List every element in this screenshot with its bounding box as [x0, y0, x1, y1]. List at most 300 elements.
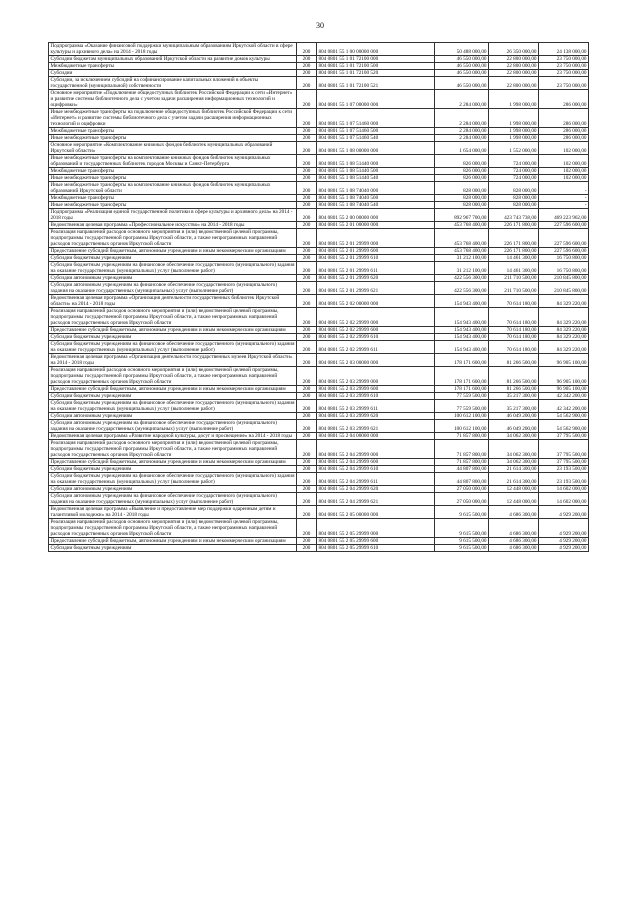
table-row — [49, 56, 589, 63]
table-row — [49, 175, 589, 182]
section-code-cell: 200 — [297, 466, 317, 473]
table-row — [49, 70, 589, 77]
section-code-cell: 200 — [297, 128, 317, 135]
section-code-cell: 200 — [297, 486, 317, 493]
amount-year1-cell: 70 614 180,00 — [489, 308, 539, 327]
table-row — [49, 493, 589, 506]
item-name-cell: Субсидии автономным учреждениям — [49, 413, 297, 420]
section-code-cell: 200 — [297, 282, 317, 295]
item-name-cell: Субсидии бюджетным учреждениям — [49, 393, 297, 400]
table-row — [49, 334, 589, 341]
amount-total-cell: 453 768 400,00 — [435, 222, 489, 229]
table-row — [49, 420, 589, 433]
classification-code-cell: 804 0801 55 2 03 29999 600 — [317, 386, 435, 393]
amount-total-cell: 828 000,00 — [435, 195, 489, 202]
item-name-cell: Подпрограмма «Оказание финансовой поддержки муниципальным образованиям Иркутской области в сфере культуры и архивного дела» на 2014 - 2018 годы — [49, 43, 297, 56]
classification-code-cell: 804 0801 55 1 01 72100 520 — [317, 70, 435, 77]
classification-code-cell: 804 0801 55 1 01 72100 500 — [317, 63, 435, 70]
amount-year2-cell: 23 750 000,00 — [539, 63, 589, 70]
amount-year2-cell: 210 845 800,00 — [539, 275, 589, 282]
amount-total-cell: 77 559 500,00 — [435, 393, 489, 400]
table-row — [49, 128, 589, 135]
amount-year2-cell: 54 562 900,00 — [539, 420, 589, 433]
section-code-cell: 200 — [297, 135, 317, 142]
amount-year1-cell: 70 614 180,00 — [489, 327, 539, 334]
amount-year1-cell: 4 686 300,00 — [489, 519, 539, 538]
amount-year1-cell: 724 000,00 — [489, 175, 539, 182]
amount-year1-cell: 828 000,00 — [489, 202, 539, 209]
amount-year1-cell: 35 217 300,00 — [489, 400, 539, 413]
table-row — [49, 135, 589, 142]
item-name-cell: Предоставление субсидий бюджетным, автономным учреждениям и иным некоммерческим организациям — [49, 538, 297, 545]
table-row — [49, 466, 589, 473]
amount-year2-cell: 84 329 220,00 — [539, 308, 589, 327]
classification-code-cell: 804 0801 55 2 01 29999 000 — [317, 229, 435, 248]
amount-year1-cell: 1 998 000,00 — [489, 128, 539, 135]
section-code-cell: 200 — [297, 327, 317, 334]
classification-code-cell: 804 0801 55 2 02 00000 000 — [317, 295, 435, 308]
section-code-cell: 200 — [297, 202, 317, 209]
section-code-cell: 200 — [297, 155, 317, 168]
amount-year1-cell: 21 614 300,00 — [489, 473, 539, 486]
amount-year1-cell: 14 461 300,00 — [489, 255, 539, 262]
item-name-cell: Реализация направлений расходов основного мероприятия и (или) ведомственной целевой программы, подпрограммы государственной программы Иркутской области, а также непрограммных направлений расходов государственных органов Иркутской области — [49, 519, 297, 538]
amount-total-cell: 1 654 000,00 — [435, 142, 489, 155]
section-code-cell: 200 — [297, 354, 317, 367]
section-code-cell: 200 — [297, 459, 317, 466]
amount-year1-cell: 226 171 800,00 — [489, 229, 539, 248]
classification-code-cell: 804 0801 55 1 07 51460 000 — [317, 109, 435, 128]
amount-year2-cell: - — [539, 182, 589, 195]
item-name-cell: Иные межбюджетные трансферты на подключение общедоступных библиотек Российской Федерации к сети «Интернет» и развитие системы библиотечного дела с учетом задачи расширения информационных технологий и оцифровки — [49, 109, 297, 128]
amount-year2-cell: 96 905 100,00 — [539, 354, 589, 367]
amount-year1-cell: 46 049 200,00 — [489, 413, 539, 420]
amount-year1-cell: 21 614 300,00 — [489, 466, 539, 473]
amount-total-cell: 154 943 400,00 — [435, 295, 489, 308]
amount-year2-cell: - — [539, 195, 589, 202]
classification-code-cell: 804 0801 55 2 03 29999 000 — [317, 367, 435, 386]
amount-year1-cell: 1 998 000,00 — [489, 135, 539, 142]
amount-year2-cell: 4 929 200,00 — [539, 519, 589, 538]
item-name-cell: Субсидии автономным учреждениям — [49, 486, 297, 493]
amount-year1-cell: 34 062 300,00 — [489, 433, 539, 440]
amount-year2-cell: 23 193 500,00 — [539, 466, 589, 473]
table-row — [49, 473, 589, 486]
amount-total-cell: 422 556 300,00 — [435, 275, 489, 282]
item-name-cell: Предоставление субсидий бюджетным, автономным учреждениям и иным некоммерческим организациям — [49, 248, 297, 255]
amount-total-cell: 154 943 400,00 — [435, 308, 489, 327]
amount-total-cell: 27 050 000,00 — [435, 486, 489, 493]
classification-code-cell: 804 0801 55 1 08 74040 000 — [317, 182, 435, 195]
amount-year2-cell: 84 329 220,00 — [539, 334, 589, 341]
classification-code-cell: 804 0801 55 2 04 29999 611 — [317, 473, 435, 486]
amount-total-cell: 826 000,00 — [435, 168, 489, 175]
amount-total-cell: 100 612 100,00 — [435, 420, 489, 433]
section-code-cell: 200 — [297, 386, 317, 393]
item-name-cell: Межбюджетные трансферты — [49, 195, 297, 202]
amount-year2-cell: 16 750 800,00 — [539, 255, 589, 262]
item-name-cell: Иные межбюджетные трансферты на комплектование книжных фондов библиотек муниципальных образований Иркутской области — [49, 182, 297, 195]
classification-code-cell: 804 0801 55 1 07 51460 500 — [317, 128, 435, 135]
amount-total-cell: 9 615 500,00 — [435, 506, 489, 519]
classification-code-cell: 804 0801 55 2 03 29999 611 — [317, 400, 435, 413]
section-code-cell: 200 — [297, 295, 317, 308]
classification-code-cell: 804 0801 55 2 05 29999 610 — [317, 545, 435, 552]
amount-total-cell: 178 171 600,00 — [435, 367, 489, 386]
item-name-cell: Субсидии бюджетным учреждениям — [49, 255, 297, 262]
amount-year1-cell: 12 448 000,00 — [489, 493, 539, 506]
amount-year2-cell: 469 223 962,00 — [539, 209, 589, 222]
amount-year1-cell: 34 062 300,00 — [489, 440, 539, 459]
amount-total-cell: 31 212 100,00 — [435, 255, 489, 262]
item-name-cell: Субсидии бюджетным учреждениям — [49, 466, 297, 473]
table-row — [49, 255, 589, 262]
classification-code-cell: 804 0801 55 2 03 29999 620 — [317, 413, 435, 420]
amount-total-cell: 50 488 000,00 — [435, 43, 489, 56]
amount-total-cell: 453 768 400,00 — [435, 229, 489, 248]
amount-year1-cell: 22 800 000,00 — [489, 70, 539, 77]
section-code-cell: 200 — [297, 229, 317, 248]
amount-total-cell: 422 556 300,00 — [435, 282, 489, 295]
classification-code-cell: 804 0801 55 1 08 74040 500 — [317, 195, 435, 202]
amount-total-cell: 71 857 800,00 — [435, 433, 489, 440]
amount-year1-cell: 226 171 800,00 — [489, 222, 539, 229]
item-name-cell: Реализация направлений расходов основного мероприятия и (или) ведомственной целевой программы, подпрограммы государственной программы Иркутской области, а также непрограммных направлений расходов государственных органов Иркутской области — [49, 440, 297, 459]
amount-year2-cell: 286 000,00 — [539, 109, 589, 128]
amount-year2-cell: 227 596 600,00 — [539, 229, 589, 248]
classification-code-cell: 804 0801 55 2 01 00000 000 — [317, 222, 435, 229]
item-name-cell: Реализация направлений расходов основного мероприятия и (или) ведомственной целевой программы, подпрограммы государственной программы Иркутской области, а также непрограммных направлений расходов государственных органов Иркутской области — [49, 308, 297, 327]
table-row — [49, 282, 589, 295]
amount-year2-cell: 227 596 600,00 — [539, 222, 589, 229]
section-code-cell: 200 — [297, 440, 317, 459]
amount-year2-cell: 210 845 800,00 — [539, 282, 589, 295]
table-row — [49, 209, 589, 222]
table-row — [49, 519, 589, 538]
section-code-cell: 200 — [297, 393, 317, 400]
classification-code-cell: 804 0801 55 2 04 29999 621 — [317, 493, 435, 506]
amount-total-cell: 31 212 100,00 — [435, 262, 489, 275]
amount-year1-cell: 22 800 000,00 — [489, 56, 539, 63]
section-code-cell: 200 — [297, 109, 317, 128]
amount-year2-cell: 23 750 000,00 — [539, 77, 589, 90]
item-name-cell: Ведомственная целевая программа «Выявление и предоставление мер поддержки одаренным детям и талантливой молодежи» на 2014 - 2018 годы — [49, 506, 297, 519]
table-row — [49, 341, 589, 354]
amount-year2-cell: 37 795 500,00 — [539, 459, 589, 466]
amount-year1-cell: 828 000,00 — [489, 195, 539, 202]
item-name-cell: Субсидии бюджетным учреждениям — [49, 545, 297, 552]
amount-total-cell: 828 000,00 — [435, 202, 489, 209]
item-name-cell: Субсидии бюджетным учреждениям на финансовое обеспечение государственного (муниципального) задания на оказание государственных (муниципальных) услуг (выполнение работ) — [49, 341, 297, 354]
amount-total-cell: 9 615 500,00 — [435, 519, 489, 538]
amount-year2-cell: 96 905 100,00 — [539, 386, 589, 393]
section-code-cell: 200 — [297, 493, 317, 506]
section-code-cell: 200 — [297, 538, 317, 545]
table-row — [49, 367, 589, 386]
section-code-cell: 200 — [297, 334, 317, 341]
amount-total-cell: 2 284 000,00 — [435, 109, 489, 128]
amount-year2-cell: 286 000,00 — [539, 128, 589, 135]
amount-year2-cell: 4 929 200,00 — [539, 506, 589, 519]
item-name-cell: Субсидии, за исключением субсидий на софинансирование капитальных вложений в объекты государственной (муниципальной) собственности — [49, 77, 297, 90]
amount-year2-cell: 4 929 200,00 — [539, 538, 589, 545]
amount-year1-cell: 12 448 000,00 — [489, 486, 539, 493]
amount-year1-cell: 4 686 300,00 — [489, 506, 539, 519]
classification-code-cell: 804 0801 55 2 00 00000 000 — [317, 209, 435, 222]
amount-year1-cell: 724 000,00 — [489, 155, 539, 168]
amount-total-cell: 46 550 000,00 — [435, 70, 489, 77]
table-row — [49, 77, 589, 90]
classification-code-cell: 804 0801 55 2 02 29999 611 — [317, 341, 435, 354]
amount-year1-cell: 211 710 500,00 — [489, 275, 539, 282]
item-name-cell: Основное мероприятие «Подключение общедоступных библиотек Российской Федерации к сети «Интернет» и развитие системы библиотечного дела с учетом задачи расширения информационных технологий и оцифровки» — [49, 90, 297, 109]
amount-total-cell: 2 284 000,00 — [435, 135, 489, 142]
table-row — [49, 90, 589, 109]
section-code-cell: 200 — [297, 433, 317, 440]
table-row — [49, 486, 589, 493]
table-row — [49, 459, 589, 466]
amount-year2-cell: 42 342 200,00 — [539, 393, 589, 400]
table-row — [49, 386, 589, 393]
item-name-cell: Межбюджетные трансферты — [49, 168, 297, 175]
amount-year2-cell: 96 905 100,00 — [539, 367, 589, 386]
amount-year1-cell: 423 743 738,00 — [489, 209, 539, 222]
amount-year1-cell: 34 062 300,00 — [489, 459, 539, 466]
amount-year2-cell: 23 750 000,00 — [539, 56, 589, 63]
amount-year1-cell: 4 686 300,00 — [489, 545, 539, 552]
classification-code-cell: 804 0801 55 2 05 00000 000 — [317, 506, 435, 519]
table-row — [49, 63, 589, 70]
table-row — [49, 354, 589, 367]
item-name-cell: Ведомственная целевая программа «Профессиональное искусство» на 2014 - 2018 годы — [49, 222, 297, 229]
section-code-cell: 200 — [297, 248, 317, 255]
section-code-cell: 200 — [297, 545, 317, 552]
section-code-cell: 200 — [297, 175, 317, 182]
amount-total-cell: 178 171 600,00 — [435, 354, 489, 367]
amount-year2-cell: 102 000,00 — [539, 142, 589, 155]
amount-total-cell: 2 284 000,00 — [435, 90, 489, 109]
amount-year2-cell: 54 562 900,00 — [539, 413, 589, 420]
amount-total-cell: 46 550 000,00 — [435, 77, 489, 90]
table-row — [49, 393, 589, 400]
table-row — [49, 43, 589, 56]
table-row — [49, 433, 589, 440]
table-row — [49, 202, 589, 209]
amount-total-cell: 71 857 800,00 — [435, 459, 489, 466]
amount-total-cell: 44 807 800,00 — [435, 466, 489, 473]
amount-total-cell: 100 612 100,00 — [435, 413, 489, 420]
classification-code-cell: 804 0801 55 1 07 00000 000 — [317, 90, 435, 109]
amount-total-cell: 27 050 000,00 — [435, 493, 489, 506]
amount-year1-cell: 81 266 500,00 — [489, 367, 539, 386]
item-name-cell: Реализация направлений расходов основного мероприятия и (или) ведомственной целевой программы, подпрограммы государственной программы Иркутской области, а также непрограммных направлений расходов государственных органов Иркутской области — [49, 229, 297, 248]
amount-total-cell: 453 768 400,00 — [435, 248, 489, 255]
classification-code-cell: 804 0801 55 2 03 29999 610 — [317, 393, 435, 400]
item-name-cell: Ведомственная целевая программа «Организация деятельности государственных библиотек Иркутской области» на 2014 - 2018 годы — [49, 295, 297, 308]
section-code-cell: 200 — [297, 195, 317, 202]
section-code-cell: 200 — [297, 56, 317, 63]
amount-year1-cell: 828 000,00 — [489, 182, 539, 195]
table-row — [49, 545, 589, 552]
classification-code-cell: 804 0801 55 2 05 29999 000 — [317, 519, 435, 538]
page-number: 30 — [316, 21, 324, 30]
section-code-cell: 200 — [297, 275, 317, 282]
amount-year2-cell: 16 750 800,00 — [539, 262, 589, 275]
classification-code-cell: 804 0801 55 1 01 72100 521 — [317, 77, 435, 90]
amount-year2-cell: 37 795 500,00 — [539, 433, 589, 440]
item-name-cell: Предоставление субсидий бюджетным, автономным учреждениям и иным некоммерческим организациям — [49, 459, 297, 466]
table-row — [49, 155, 589, 168]
classification-code-cell: 804 0801 55 1 08 74040 540 — [317, 202, 435, 209]
table-row — [49, 295, 589, 308]
classification-code-cell: 804 0801 55 2 01 29999 621 — [317, 282, 435, 295]
amount-year2-cell: 102 000,00 — [539, 175, 589, 182]
amount-total-cell: 826 000,00 — [435, 175, 489, 182]
amount-year2-cell: - — [539, 202, 589, 209]
section-code-cell: 200 — [297, 222, 317, 229]
classification-code-cell: 804 0801 55 2 04 29999 600 — [317, 459, 435, 466]
classification-code-cell: 804 0801 55 2 02 29999 600 — [317, 327, 435, 334]
item-name-cell: Иные межбюджетные трансферты — [49, 175, 297, 182]
section-code-cell: 200 — [297, 400, 317, 413]
section-code-cell: 200 — [297, 519, 317, 538]
amount-total-cell: 826 000,00 — [435, 155, 489, 168]
section-code-cell: 200 — [297, 90, 317, 109]
classification-code-cell: 804 0801 55 2 05 29999 600 — [317, 538, 435, 545]
amount-year2-cell: 24 138 000,00 — [539, 43, 589, 56]
amount-total-cell: 9 615 500,00 — [435, 545, 489, 552]
table-row — [49, 275, 589, 282]
table-row — [49, 506, 589, 519]
section-code-cell: 200 — [297, 70, 317, 77]
amount-total-cell: 46 550 000,00 — [435, 56, 489, 63]
section-code-cell: 200 — [297, 420, 317, 433]
amount-year2-cell: 102 000,00 — [539, 155, 589, 168]
amount-total-cell: 892 967 700,00 — [435, 209, 489, 222]
amount-year2-cell: 14 602 000,00 — [539, 486, 589, 493]
table-row — [49, 327, 589, 334]
table-row — [49, 308, 589, 327]
item-name-cell: Ведомственная целевая программа «Развитие народной культуры, досуг и просвещение» на 2014 - 2018 годы — [49, 433, 297, 440]
amount-year2-cell: 4 929 200,00 — [539, 545, 589, 552]
section-code-cell: 200 — [297, 367, 317, 386]
amount-year1-cell: 1 998 000,00 — [489, 90, 539, 109]
classification-code-cell: 804 0801 55 1 08 51440 500 — [317, 168, 435, 175]
table-row — [49, 538, 589, 545]
item-name-cell: Субсидии бюджетным учреждениям — [49, 334, 297, 341]
classification-code-cell: 804 0801 55 2 01 29999 600 — [317, 248, 435, 255]
budget-table — [48, 42, 589, 552]
item-name-cell: Субсидии автономным учреждениям на финансовое обеспечение государственного (муниципального) задания на оказание государственных (муниципальных) услуг (выполнение работ) — [49, 420, 297, 433]
amount-year2-cell: 286 000,00 — [539, 135, 589, 142]
item-name-cell: Предоставление субсидий бюджетным, автономным учреждениям и иным некоммерческим организациям — [49, 386, 297, 393]
item-name-cell: Субсидии бюджетным учреждениям на финансовое обеспечение государственного (муниципального) задания на оказание государственных (муниципальных) услуг (выполнение работ) — [49, 473, 297, 486]
amount-total-cell: 154 943 400,00 — [435, 341, 489, 354]
item-name-cell: Ведомственная целевая программа «Организация деятельности государственных музеев Иркутской области» на 2014 - 2018 годы — [49, 354, 297, 367]
section-code-cell: 200 — [297, 341, 317, 354]
amount-total-cell: 77 559 500,00 — [435, 400, 489, 413]
classification-code-cell: 804 0801 55 1 07 51460 540 — [317, 135, 435, 142]
classification-code-cell: 804 0801 55 2 01 29999 611 — [317, 262, 435, 275]
section-code-cell: 200 — [297, 413, 317, 420]
classification-code-cell: 804 0801 55 2 02 29999 610 — [317, 334, 435, 341]
amount-year1-cell: 22 800 000,00 — [489, 63, 539, 70]
amount-year2-cell: 23 750 000,00 — [539, 70, 589, 77]
amount-year2-cell: 286 000,00 — [539, 90, 589, 109]
table-row — [49, 222, 589, 229]
section-code-cell: 200 — [297, 77, 317, 90]
amount-year2-cell: 227 596 600,00 — [539, 248, 589, 255]
item-name-cell: Иные межбюджетные трансферты на комплектование книжных фондов библиотек муниципальных образований и государственных библиотек городов Москвы и Санкт-Петербурга — [49, 155, 297, 168]
amount-year1-cell: 22 800 000,00 — [489, 77, 539, 90]
table-row — [49, 109, 589, 128]
amount-total-cell: 154 943 400,00 — [435, 334, 489, 341]
item-name-cell: Межбюджетные трансферты — [49, 128, 297, 135]
table-row — [49, 413, 589, 420]
classification-code-cell: 804 0801 55 2 04 00000 000 — [317, 433, 435, 440]
amount-year2-cell: 23 193 500,00 — [539, 473, 589, 486]
classification-code-cell: 804 0801 55 1 08 00000 000 — [317, 142, 435, 155]
amount-total-cell: 178 171 600,00 — [435, 386, 489, 393]
section-code-cell: 200 — [297, 43, 317, 56]
amount-total-cell: 154 943 400,00 — [435, 327, 489, 334]
item-name-cell: Реализация направлений расходов основного мероприятия и (или) ведомственной целевой программы, подпрограммы государственной программы Иркутской области, а также непрограммных направлений расходов государственных органов Иркутской области — [49, 367, 297, 386]
amount-year1-cell: 724 000,00 — [489, 168, 539, 175]
amount-year2-cell: 84 329 220,00 — [539, 295, 589, 308]
amount-total-cell: 2 284 000,00 — [435, 128, 489, 135]
classification-code-cell: 804 0801 55 2 01 29999 620 — [317, 275, 435, 282]
section-code-cell: 200 — [297, 506, 317, 519]
section-code-cell: 200 — [297, 182, 317, 195]
table-row — [49, 262, 589, 275]
item-name-cell: Подпрограмма «Реализация единой государственной политики в сфере культуры и архивного дела» на 2014 - 2018 годы — [49, 209, 297, 222]
amount-total-cell: 9 615 500,00 — [435, 538, 489, 545]
section-code-cell: 200 — [297, 308, 317, 327]
amount-year1-cell: 26 350 000,00 — [489, 43, 539, 56]
classification-code-cell: 804 0801 55 2 04 29999 000 — [317, 440, 435, 459]
amount-year2-cell: 42 342 200,00 — [539, 400, 589, 413]
item-name-cell: Субсидии — [49, 70, 297, 77]
item-name-cell: Субсидии автономным учреждениям на финансовое обеспечение государственного (муниципального) задания на оказание государственных (муниципальных) услуг (выполнение работ) — [49, 493, 297, 506]
amount-year1-cell: 4 686 300,00 — [489, 538, 539, 545]
item-name-cell: Субсидии бюджетным учреждениям на финансовое обеспечение государственного (муниципального) задания на оказание государственных (муниципальных) услуг (выполнение работ) — [49, 262, 297, 275]
amount-year1-cell: 70 614 180,00 — [489, 334, 539, 341]
amount-year2-cell: 84 329 220,00 — [539, 327, 589, 334]
amount-total-cell: 46 550 000,00 — [435, 63, 489, 70]
amount-total-cell: 71 857 800,00 — [435, 440, 489, 459]
table-row — [49, 400, 589, 413]
table-row — [49, 195, 589, 202]
item-name-cell: Иные межбюджетные трансферты — [49, 202, 297, 209]
table-row — [49, 168, 589, 175]
classification-code-cell: 804 0801 55 1 00 00000 000 — [317, 43, 435, 56]
classification-code-cell: 804 0801 55 2 01 29999 610 — [317, 255, 435, 262]
amount-year1-cell: 1 998 000,00 — [489, 109, 539, 128]
amount-year1-cell: 70 614 180,00 — [489, 295, 539, 308]
section-code-cell: 200 — [297, 262, 317, 275]
amount-year1-cell: 14 461 300,00 — [489, 262, 539, 275]
amount-total-cell: 828 000,00 — [435, 182, 489, 195]
amount-total-cell: 44 807 800,00 — [435, 473, 489, 486]
classification-code-cell: 804 0801 55 1 08 51440 540 — [317, 175, 435, 182]
section-code-cell: 200 — [297, 168, 317, 175]
amount-year2-cell: 37 795 500,00 — [539, 440, 589, 459]
item-name-cell: Субсидии автономным учреждениям на финансовое обеспечение государственного (муниципального) задания на оказание государственных (муниципальных) услуг (выполнение работ) — [49, 282, 297, 295]
classification-code-cell: 804 0801 55 2 04 29999 620 — [317, 486, 435, 493]
amount-year1-cell: 81 266 500,00 — [489, 386, 539, 393]
amount-year1-cell: 46 049 200,00 — [489, 420, 539, 433]
classification-code-cell: 804 0801 55 2 02 29999 000 — [317, 308, 435, 327]
